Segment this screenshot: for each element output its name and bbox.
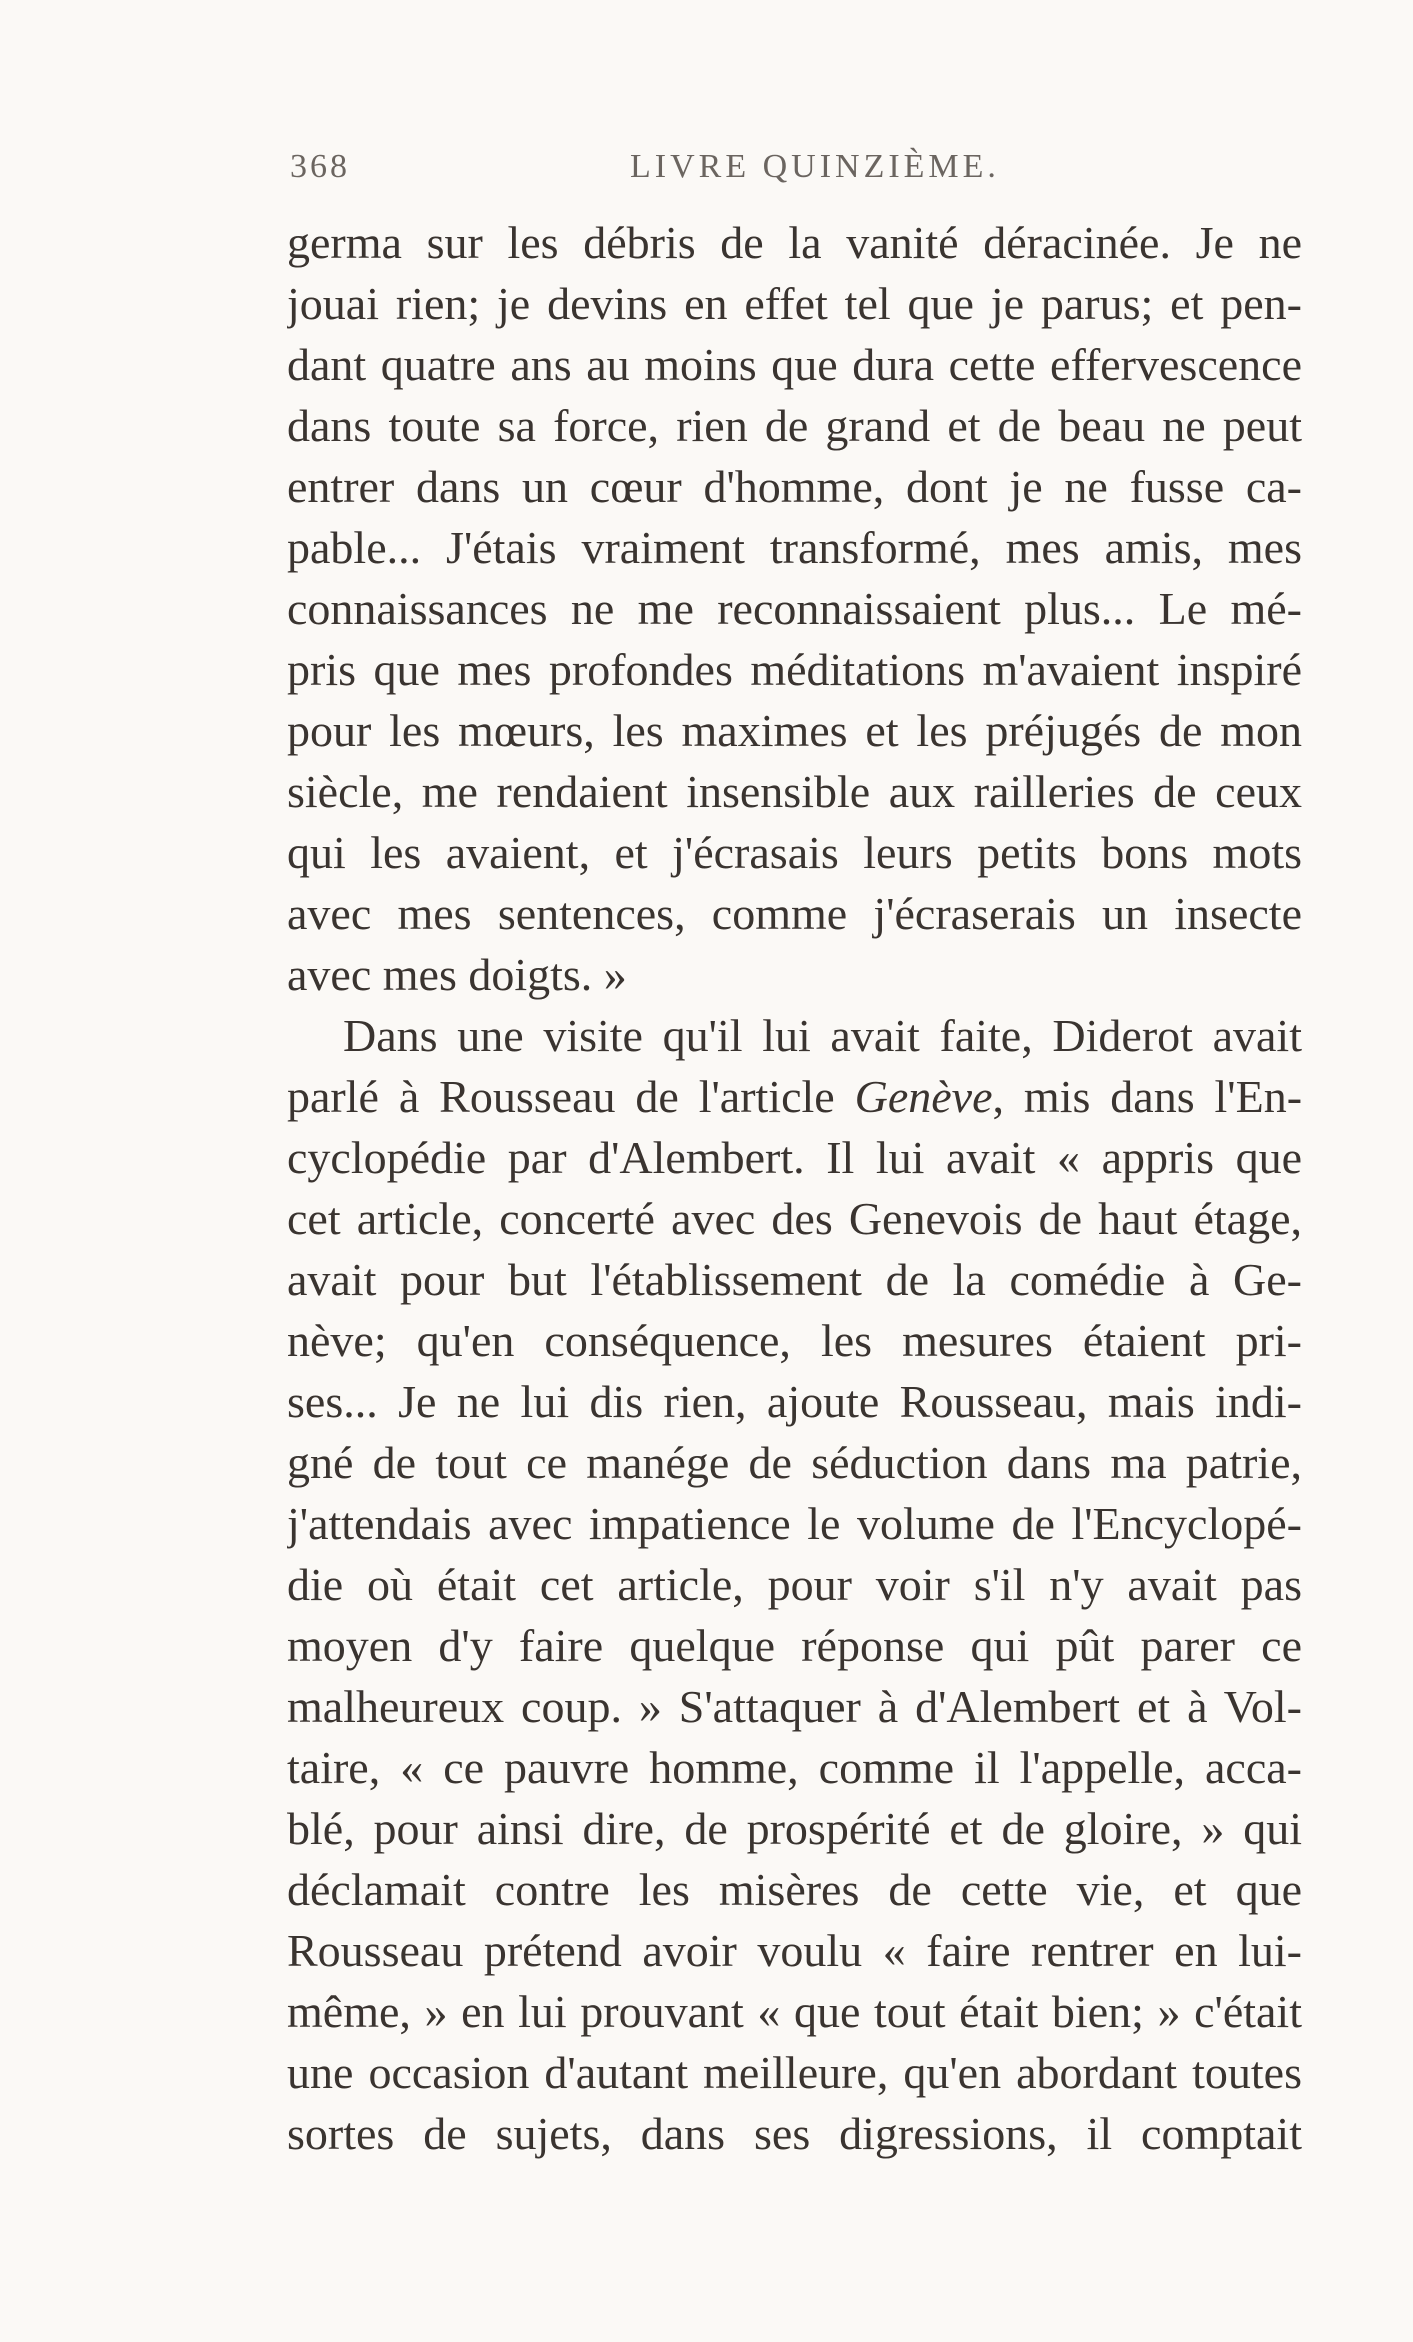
text-segment: parlé à Rousseau de l'article (287, 1071, 835, 1122)
text-line: cyclopédie par d'Alembert. Il lui avait « appris que (287, 1132, 1302, 1183)
running-head (290, 148, 1295, 192)
text-line-paragraph-start: Dans une visite qu'il lui avait faite, Diderot avait (343, 1010, 1302, 1061)
text-line: qui les avaient, et j'écrasais leurs petits bons mots (287, 827, 1302, 878)
text-line: Rousseau prétend avoir voulu « faire rentrer en lui- (287, 1925, 1302, 1976)
text-line: siècle, me rendaient insensible aux railleries de ceux (287, 766, 1302, 817)
body-text (287, 212, 1302, 2164)
text-segment: , mis dans l'En- (992, 1071, 1302, 1122)
article-title-italic: Genève (854, 1071, 993, 1122)
text-line: sortes de sujets, dans ses digressions, il comptait (287, 2108, 1302, 2159)
text-line: taire, « ce pauvre homme, comme il l'appelle, acca- (287, 1742, 1302, 1793)
text-line: avait pour but l'établissement de la comédie à Ge- (287, 1254, 1302, 1305)
text-line: jouai rien; je devins en effet tel que je parus; et pen- (287, 278, 1302, 329)
text-line: moyen d'y faire quelque réponse qui pût parer ce (287, 1620, 1302, 1671)
text-line: pable... J'étais vraiment transformé, mes amis, mes (287, 522, 1302, 573)
text-line: déclamait contre les misères de cette vie, et que (287, 1864, 1302, 1915)
text-line: pour les mœurs, les maximes et les préjugés de mon (287, 705, 1302, 756)
text-line: gné de tout ce manége de séduction dans ma patrie, (287, 1437, 1302, 1488)
text-line: cet article, concerté avec des Genevois de haut étage, (287, 1193, 1302, 1244)
text-line: ses... Je ne lui dis rien, ajoute Rousseau, mais indi- (287, 1376, 1302, 1427)
text-line: connaissances ne me reconnaissaient plus... Le mé- (287, 583, 1302, 634)
text-line: dans toute sa force, rien de grand et de beau ne peut (287, 400, 1302, 451)
text-line: nève; qu'en conséquence, les mesures étaient pri- (287, 1315, 1302, 1366)
running-title: LIVRE QUINZIÈME. (630, 148, 1000, 185)
text-line: même, » en lui prouvant « que tout était bien; » c'était (287, 1986, 1302, 2037)
text-line (287, 1066, 1302, 1127)
text-line: blé, pour ainsi dire, de prospérité et de gloire, » qui (287, 1803, 1302, 1854)
text-line: avec mes sentences, comme j'écraserais un insecte (287, 888, 1302, 939)
text-line-paragraph-end: avec mes doigts. » (287, 949, 627, 1000)
text-line: dant quatre ans au moins que dura cette effervescence (287, 339, 1302, 390)
text-line: malheureux coup. » S'attaquer à d'Alembert et à Vol- (287, 1681, 1302, 1732)
page-number: 368 (290, 148, 350, 185)
text-line: entrer dans un cœur d'homme, dont je ne fusse ca- (287, 461, 1302, 512)
text-line: die où était cet article, pour voir s'il n'y avait pas (287, 1559, 1302, 1610)
text-line: une occasion d'autant meilleure, qu'en abordant toutes (287, 2047, 1302, 2098)
text-line: germa sur les débris de la vanité déracinée. Je ne (287, 217, 1302, 268)
text-line: pris que mes profondes méditations m'avaient inspiré (287, 644, 1302, 695)
text-line: j'attendais avec impatience le volume de l'Encyclopé- (287, 1498, 1302, 1549)
